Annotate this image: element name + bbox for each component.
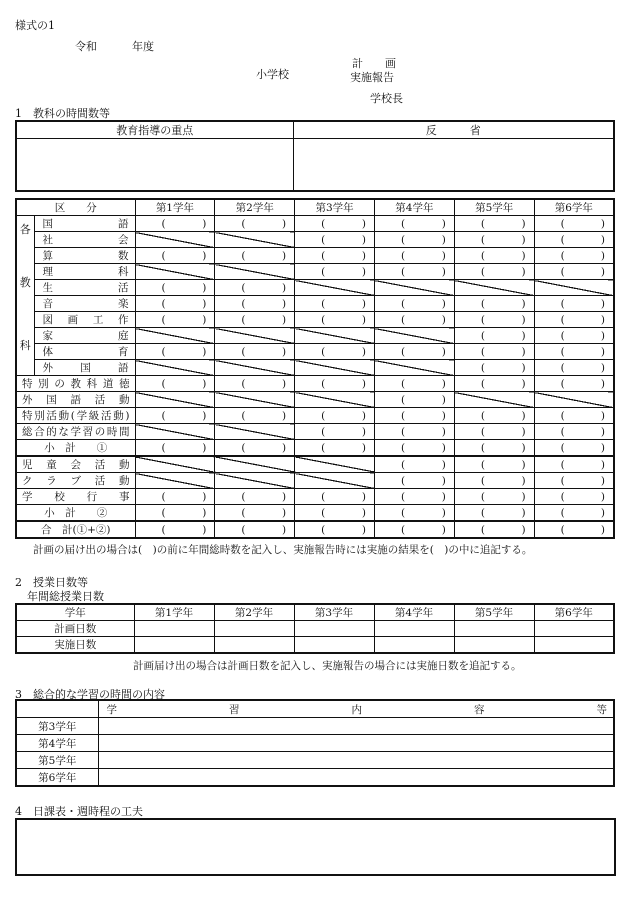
hours-cell[interactable]: ( ) xyxy=(215,376,295,392)
form-number: 様式の1 xyxy=(15,19,55,32)
hours-cell[interactable]: ( ) xyxy=(534,248,614,264)
content-cell[interactable] xyxy=(98,769,614,787)
not-applicable-cell[interactable] xyxy=(374,280,454,296)
activity-label: 小 計 ② xyxy=(16,505,135,522)
hours-cell[interactable]: ( ) xyxy=(215,216,295,232)
grade-header: 第6学年 xyxy=(534,199,614,216)
hours-cell[interactable]: ( ) xyxy=(454,248,534,264)
school-type-label: 小学校 xyxy=(256,68,289,81)
hours-cell[interactable]: ( ) xyxy=(374,473,454,489)
subject-label: 生活 xyxy=(34,280,135,296)
kubun-header: 区 分 xyxy=(16,199,135,216)
hours-cell[interactable]: ( ) xyxy=(295,232,375,248)
subject-row xyxy=(16,216,614,232)
subject-row xyxy=(16,328,614,344)
hours-cell[interactable]: ( ) xyxy=(454,376,534,392)
hours-cell[interactable]: ( ) xyxy=(534,360,614,376)
activity-row xyxy=(16,376,614,392)
hours-cell[interactable]: ( ) xyxy=(215,505,295,522)
hours-cell[interactable]: ( ) xyxy=(135,408,215,424)
not-applicable-cell[interactable] xyxy=(215,360,295,376)
hours-cell[interactable]: ( ) xyxy=(374,232,454,248)
hours-cell[interactable]: ( ) xyxy=(135,440,215,457)
day-cell[interactable] xyxy=(294,621,374,637)
hours-cell[interactable]: ( ) xyxy=(135,216,215,232)
not-applicable-cell[interactable] xyxy=(215,232,295,248)
activity-row xyxy=(16,473,614,489)
activity-label: 合 計(①+②) xyxy=(16,521,135,538)
hours-cell[interactable]: ( ) xyxy=(534,505,614,522)
grade-col: 第1学年 xyxy=(134,604,214,621)
activity-label: 小 計 ① xyxy=(16,440,135,457)
hours-cell[interactable]: ( ) xyxy=(534,296,614,312)
hours-cell[interactable]: ( ) xyxy=(374,489,454,505)
hours-cell[interactable]: ( ) xyxy=(454,360,534,376)
subject-row xyxy=(16,296,614,312)
hours-cell[interactable]: ( ) xyxy=(295,296,375,312)
hours-cell[interactable]: ( ) xyxy=(295,216,375,232)
grade-col: 第3学年 xyxy=(294,604,374,621)
hours-cell[interactable]: ( ) xyxy=(135,312,215,328)
hours-cell[interactable]: ( ) xyxy=(534,473,614,489)
hours-cell[interactable]: ( ) xyxy=(215,408,295,424)
hours-cell[interactable]: ( ) xyxy=(215,248,295,264)
activity-row xyxy=(16,456,614,473)
hours-cell[interactable]: ( ) xyxy=(534,408,614,424)
hours-cell[interactable]: ( ) xyxy=(295,440,375,457)
activity-label: クラブ活動 xyxy=(16,473,135,489)
not-applicable-cell[interactable] xyxy=(215,424,295,440)
hours-cell[interactable]: ( ) xyxy=(135,296,215,312)
not-applicable-cell[interactable] xyxy=(135,456,215,473)
hours-cell[interactable]: ( ) xyxy=(135,505,215,522)
section1-title: 1 教科の時間数等 xyxy=(15,107,110,120)
hours-cell[interactable]: ( ) xyxy=(374,440,454,457)
hours-cell[interactable]: ( ) xyxy=(295,505,375,522)
day-cell[interactable] xyxy=(134,637,214,654)
grade-label: 第3学年 xyxy=(16,718,98,735)
day-cell[interactable] xyxy=(454,621,534,637)
hours-cell[interactable]: ( ) xyxy=(534,521,614,538)
hours-cell[interactable]: ( ) xyxy=(295,489,375,505)
focus-cell[interactable] xyxy=(16,139,293,192)
not-applicable-cell[interactable] xyxy=(135,264,215,280)
integrated-study-table xyxy=(15,699,615,787)
activity-row xyxy=(16,424,614,440)
day-cell[interactable] xyxy=(294,637,374,654)
day-cell[interactable] xyxy=(534,621,614,637)
grade-col: 第4学年 xyxy=(374,604,454,621)
hours-cell[interactable]: ( ) xyxy=(215,344,295,360)
not-applicable-cell[interactable] xyxy=(135,328,215,344)
not-applicable-cell[interactable] xyxy=(135,424,215,440)
activity-row xyxy=(16,505,614,522)
subject-label: 算数 xyxy=(34,248,135,264)
hours-cell[interactable]: ( ) xyxy=(534,456,614,473)
hours-cell[interactable]: ( ) xyxy=(295,248,375,264)
not-applicable-cell[interactable] xyxy=(454,392,534,408)
hours-cell[interactable]: ( ) xyxy=(534,376,614,392)
activity-label: 外国語活動 xyxy=(16,392,135,408)
hours-cell[interactable]: ( ) xyxy=(454,424,534,440)
hours-cell[interactable]: ( ) xyxy=(454,344,534,360)
hours-cell[interactable]: ( ) xyxy=(454,328,534,344)
not-applicable-cell[interactable] xyxy=(135,360,215,376)
hours-cell[interactable]: ( ) xyxy=(135,344,215,360)
hours-cell[interactable]: ( ) xyxy=(454,216,534,232)
section2-title: 2 授業日数等 xyxy=(15,576,88,589)
hours-cell[interactable]: ( ) xyxy=(454,264,534,280)
hours-cell[interactable]: ( ) xyxy=(534,312,614,328)
subject-row xyxy=(16,280,614,296)
activity-row xyxy=(16,521,614,538)
not-applicable-cell[interactable] xyxy=(215,392,295,408)
hours-cell[interactable]: ( ) xyxy=(215,296,295,312)
hours-cell[interactable]: ( ) xyxy=(374,264,454,280)
era-label: 令和 xyxy=(75,40,97,53)
hours-cell[interactable]: ( ) xyxy=(454,232,534,248)
hours-cell[interactable]: ( ) xyxy=(135,280,215,296)
activity-row xyxy=(16,392,614,408)
day-cell[interactable] xyxy=(374,621,454,637)
activity-label: 総合的な学習の時間 xyxy=(16,424,135,440)
not-applicable-cell[interactable] xyxy=(135,392,215,408)
hours-cell[interactable]: ( ) xyxy=(534,328,614,344)
grade-label: 第6学年 xyxy=(16,769,98,787)
hours-cell[interactable]: ( ) xyxy=(295,376,375,392)
activity-label: 児童会活動 xyxy=(16,456,135,473)
hours-table xyxy=(15,198,615,539)
hours-cell[interactable]: ( ) xyxy=(215,312,295,328)
grade-header: 第1学年 xyxy=(135,199,215,216)
day-cell[interactable] xyxy=(214,621,294,637)
subject-label: 外国語 xyxy=(34,360,135,376)
content-cell[interactable] xyxy=(98,735,614,752)
grade-header: 学年 xyxy=(16,604,134,621)
hours-cell[interactable]: ( ) xyxy=(454,408,534,424)
grade-col: 第6学年 xyxy=(534,604,614,621)
subject-row xyxy=(16,232,614,248)
subject-label: 理科 xyxy=(34,264,135,280)
hours-cell[interactable]: ( ) xyxy=(295,312,375,328)
hours-cell[interactable]: ( ) xyxy=(454,473,534,489)
hours-cell[interactable]: ( ) xyxy=(215,280,295,296)
section3-title: 3 総合的な学習の時間の内容 xyxy=(15,688,165,701)
hours-cell[interactable]: ( ) xyxy=(135,248,215,264)
not-applicable-cell[interactable] xyxy=(215,456,295,473)
subject-row xyxy=(16,312,614,328)
not-applicable-cell[interactable] xyxy=(135,473,215,489)
hours-cell[interactable]: ( ) xyxy=(374,505,454,522)
hours-cell[interactable]: ( ) xyxy=(374,216,454,232)
principal-label: 学校長 xyxy=(370,92,403,105)
activity-row xyxy=(16,440,614,457)
hours-cell[interactable]: ( ) xyxy=(454,489,534,505)
section4-title: 4 日課表・週時程の工夫 xyxy=(15,805,143,818)
hours-cell[interactable]: ( ) xyxy=(534,264,614,280)
plan-label: 計 画 xyxy=(352,57,396,70)
not-applicable-cell[interactable] xyxy=(135,232,215,248)
report-label: 実施報告 xyxy=(350,71,394,84)
hours-cell[interactable]: ( ) xyxy=(374,456,454,473)
hours-cell[interactable]: ( ) xyxy=(374,424,454,440)
section2-note: 計画届け出の場合は計画日数を記入し、実施報告の場合には実施日数を追記する。 xyxy=(133,660,522,672)
activity-label: 特別活動(学級活動) xyxy=(16,408,135,424)
subject-label: 体育 xyxy=(34,344,135,360)
grade-header: 第3学年 xyxy=(295,199,375,216)
subject-row xyxy=(16,248,614,264)
not-applicable-cell[interactable] xyxy=(295,360,375,376)
reflection-header: 反 省 xyxy=(293,121,614,139)
hours-cell[interactable]: ( ) xyxy=(534,216,614,232)
hours-cell[interactable]: ( ) xyxy=(454,521,534,538)
grade-col: 第2学年 xyxy=(214,604,294,621)
hours-cell[interactable]: ( ) xyxy=(374,344,454,360)
day-cell[interactable] xyxy=(534,637,614,654)
hours-cell[interactable]: ( ) xyxy=(454,505,534,522)
hours-cell[interactable]: ( ) xyxy=(454,456,534,473)
grade-col: 第5学年 xyxy=(454,604,534,621)
day-cell[interactable] xyxy=(214,637,294,654)
not-applicable-cell[interactable] xyxy=(295,328,375,344)
not-applicable-cell[interactable] xyxy=(295,392,375,408)
content-header: 学 習 内 容 等 xyxy=(98,700,614,718)
grade-header: 第2学年 xyxy=(215,199,295,216)
hours-cell[interactable]: ( ) xyxy=(534,344,614,360)
hours-cell[interactable]: ( ) xyxy=(295,521,375,538)
hours-cell[interactable]: ( ) xyxy=(374,392,454,408)
subject-row xyxy=(16,264,614,280)
day-cell[interactable] xyxy=(454,637,534,654)
hours-cell[interactable]: ( ) xyxy=(374,376,454,392)
content-cell[interactable] xyxy=(98,718,614,735)
hours-cell[interactable]: ( ) xyxy=(374,248,454,264)
subject-label: 家庭 xyxy=(34,328,135,344)
hours-cell[interactable]: ( ) xyxy=(295,424,375,440)
hours-cell[interactable]: ( ) xyxy=(135,489,215,505)
hours-cell[interactable]: ( ) xyxy=(215,521,295,538)
subject-row xyxy=(16,344,614,360)
not-applicable-cell[interactable] xyxy=(295,280,375,296)
grade-label: 第4学年 xyxy=(16,735,98,752)
not-applicable-cell[interactable] xyxy=(215,264,295,280)
subject-label: 社会 xyxy=(34,232,135,248)
plan-days-label: 計画日数 xyxy=(16,621,134,637)
hours-cell[interactable]: ( ) xyxy=(374,521,454,538)
subject-label: 国語 xyxy=(34,216,135,232)
section1-note: 計画の届け出の場合は( )の前に年間総時数を記入し、実施報告時には実施の結果を( )の中に追記する。 xyxy=(33,544,533,556)
hours-cell[interactable]: ( ) xyxy=(454,312,534,328)
hours-cell[interactable]: ( ) xyxy=(215,440,295,457)
not-applicable-cell[interactable] xyxy=(374,328,454,344)
reflection-cell[interactable] xyxy=(293,139,614,192)
schedule-box[interactable] xyxy=(15,818,616,876)
hours-cell[interactable]: ( ) xyxy=(374,312,454,328)
hours-cell[interactable]: ( ) xyxy=(295,264,375,280)
grade-header: 第4学年 xyxy=(374,199,454,216)
hours-cell[interactable]: ( ) xyxy=(534,232,614,248)
hours-cell[interactable]: ( ) xyxy=(374,296,454,312)
subject-row xyxy=(16,360,614,376)
actual-days-label: 実施日数 xyxy=(16,637,134,654)
day-cell[interactable] xyxy=(374,637,454,654)
day-cell[interactable] xyxy=(134,621,214,637)
hours-cell[interactable]: ( ) xyxy=(215,489,295,505)
activity-label: 学校行事 xyxy=(16,489,135,505)
not-applicable-cell[interactable] xyxy=(295,456,375,473)
grade-label: 第5学年 xyxy=(16,752,98,769)
activity-row xyxy=(16,489,614,505)
not-applicable-cell[interactable] xyxy=(215,473,295,489)
hours-cell[interactable]: ( ) xyxy=(534,489,614,505)
activity-label: 特別の教科道徳 xyxy=(16,376,135,392)
activity-row xyxy=(16,408,614,424)
not-applicable-cell[interactable] xyxy=(295,473,375,489)
hours-cell[interactable]: ( ) xyxy=(534,440,614,457)
hours-cell[interactable]: ( ) xyxy=(295,344,375,360)
content-cell[interactable] xyxy=(98,752,614,769)
hours-header-row xyxy=(16,199,614,216)
hours-cell[interactable]: ( ) xyxy=(295,408,375,424)
not-applicable-cell[interactable] xyxy=(534,280,614,296)
subject-label: 図画工作 xyxy=(34,312,135,328)
kakkyouka-label: 各 教 科 xyxy=(16,216,34,376)
hours-cell[interactable]: ( ) xyxy=(135,521,215,538)
year-label: 年度 xyxy=(132,40,154,53)
section2-subtitle: 年間総授業日数 xyxy=(27,590,104,603)
hours-cell[interactable]: ( ) xyxy=(534,424,614,440)
hours-cell[interactable]: ( ) xyxy=(374,408,454,424)
focus-header: 教育指導の重点 xyxy=(16,121,293,139)
subject-label: 音楽 xyxy=(34,296,135,312)
hours-cell[interactable]: ( ) xyxy=(135,376,215,392)
not-applicable-cell[interactable] xyxy=(215,328,295,344)
grade-header: 第5学年 xyxy=(454,199,534,216)
focus-reflection-table xyxy=(15,120,615,192)
hours-cell[interactable]: ( ) xyxy=(454,296,534,312)
not-applicable-cell[interactable] xyxy=(534,392,614,408)
school-days-table xyxy=(15,603,615,654)
hours-cell[interactable]: ( ) xyxy=(454,440,534,457)
not-applicable-cell[interactable] xyxy=(454,280,534,296)
not-applicable-cell[interactable] xyxy=(374,360,454,376)
